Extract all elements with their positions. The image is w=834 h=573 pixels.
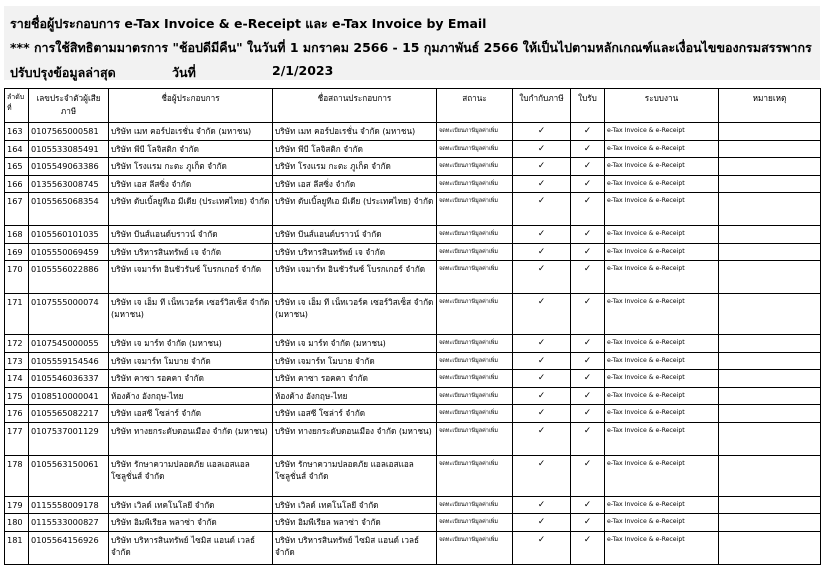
col-header-no: ลำดับที่ [5, 89, 29, 123]
status-cell: จดทะเบียนภาษีมูลค่าเพิ่ม [437, 387, 513, 405]
receipt-check-cell: ✓ [571, 193, 605, 226]
row-number-cell: 178 [5, 455, 29, 496]
system-cell: e-Tax Invoice & e-Receipt [605, 455, 719, 496]
operator-name-cell: บริษัท ดับเบิ้ลยูทีเอ มีเดีย (ประเทศไทย) จำกัด [109, 193, 273, 226]
tax-id-cell: 0105549063386 [29, 158, 109, 176]
col-header-status: สถานะ [437, 89, 513, 123]
status-cell: จดทะเบียนภาษีมูลค่าเพิ่ม [437, 175, 513, 193]
operator-name-cell: บริษัท โรงแรม กะตะ ภูเก็ต จำกัด [109, 158, 273, 176]
tax-id-cell: 0107555000074 [29, 294, 109, 335]
tax-id-cell: 0135563008745 [29, 175, 109, 193]
status-cell: จดทะเบียนภาษีมูลค่าเพิ่ม [437, 352, 513, 370]
tax-invoice-check-cell: ✓ [513, 123, 571, 141]
operator-name-cell: บริษัท รักษาความปลอดภัย แอลเอสแอล โซลูชั่นส์ จำกัด [109, 455, 273, 496]
row-number-cell: 181 [5, 531, 29, 564]
branch-name-cell: บริษัท เจมาร์ท อินชัวรันซ์ โบรกเกอร์ จำกัด [273, 261, 437, 294]
branch-name-cell: บริษัท เมท คอร์ปอเรชั่น จำกัด (มหาชน) [273, 123, 437, 141]
receipt-check-cell: ✓ [571, 370, 605, 388]
operator-name-cell: บริษัท เจ เอ็ม ที เน็ทเวอร์ค เซอร์วิสเซ็ส จำกัด (มหาชน) [109, 294, 273, 335]
table-row [5, 531, 821, 564]
table-row [5, 405, 821, 423]
row-number-cell: 179 [5, 496, 29, 514]
branch-name-cell: บริษัท บีนส์แอนด์บราวน์ จำกัด [273, 226, 437, 244]
status-cell: จดทะเบียนภาษีมูลค่าเพิ่ม [437, 531, 513, 564]
status-cell: จดทะเบียนภาษีมูลค่าเพิ่ม [437, 193, 513, 226]
system-cell: e-Tax Invoice & e-Receipt [605, 243, 719, 261]
system-cell: e-Tax Invoice & e-Receipt [605, 352, 719, 370]
operator-name-cell: บริษัท เจ มาร์ท จำกัด (มหาชน) [109, 335, 273, 353]
last-updated-row [10, 63, 334, 83]
tax-invoice-check-cell: ✓ [513, 531, 571, 564]
branch-name-cell: บริษัท อิมพีเรียล พลาซ่า จำกัด [273, 514, 437, 532]
row-number-cell: 169 [5, 243, 29, 261]
table-row [5, 514, 821, 532]
tax-invoice-check-cell: ✓ [513, 175, 571, 193]
system-cell: e-Tax Invoice & e-Receipt [605, 370, 719, 388]
tax-id-cell: 0105563150061 [29, 455, 109, 496]
status-cell: จดทะเบียนภาษีมูลค่าเพิ่ม [437, 294, 513, 335]
system-cell: e-Tax Invoice & e-Receipt [605, 514, 719, 532]
operator-name-cell: บริษัท อิมพีเรียล พลาซ่า จำกัด [109, 514, 273, 532]
receipt-check-cell: ✓ [571, 387, 605, 405]
tax-invoice-check-cell: ✓ [513, 243, 571, 261]
note-cell [719, 243, 821, 261]
col-header-note: หมายเหตุ [719, 89, 821, 123]
operator-name-cell: บริษัท บริหารสินทรัพย์ เจ จำกัด [109, 243, 273, 261]
status-cell: จดทะเบียนภาษีมูลค่าเพิ่ม [437, 422, 513, 455]
branch-name-cell: บริษัท ดับเบิ้ลยูทีเอ มีเดีย (ประเทศไทย) จำกัด [273, 193, 437, 226]
note-cell [719, 352, 821, 370]
note-cell [719, 261, 821, 294]
note-cell [719, 175, 821, 193]
tax-invoice-check-cell: ✓ [513, 514, 571, 532]
table-row [5, 123, 821, 141]
table-header-row [5, 89, 821, 123]
system-cell: e-Tax Invoice & e-Receipt [605, 175, 719, 193]
operator-name-cell: บริษัท คาซา รอคคา จำกัด [109, 370, 273, 388]
operator-name-cell: บริษัท เมท คอร์ปอเรชั่น จำกัด (มหาชน) [109, 123, 273, 141]
status-cell: จดทะเบียนภาษีมูลค่าเพิ่ม [437, 335, 513, 353]
tax-invoice-check-cell: ✓ [513, 405, 571, 423]
tax-invoice-check-cell: ✓ [513, 370, 571, 388]
note-cell [719, 335, 821, 353]
tax-id-cell: 0105556022886 [29, 261, 109, 294]
operator-name-cell: บริษัท เจมาร์ท โมบาย จำกัด [109, 352, 273, 370]
system-cell: e-Tax Invoice & e-Receipt [605, 261, 719, 294]
status-cell: จดทะเบียนภาษีมูลค่าเพิ่ม [437, 261, 513, 294]
branch-name-cell: ห้องค้าง อังกฤษ-ไทย [273, 387, 437, 405]
table-row [5, 140, 821, 158]
receipt-check-cell: ✓ [571, 158, 605, 176]
row-number-cell: 171 [5, 294, 29, 335]
tax-id-cell: 0105565068354 [29, 193, 109, 226]
last-updated-label: ปรับปรุงข้อมูลล่าสุด [10, 65, 116, 80]
branch-name-cell: บริษัท รักษาความปลอดภัย แอลเอสแอล โซลูชั่นส์ จำกัด [273, 455, 437, 496]
status-cell: จดทะเบียนภาษีมูลค่าเพิ่ม [437, 140, 513, 158]
receipt-check-cell: ✓ [571, 405, 605, 423]
table-row [5, 294, 821, 335]
system-cell: e-Tax Invoice & e-Receipt [605, 193, 719, 226]
table-row [5, 455, 821, 496]
branch-name-cell: บริษัท บริหารสินทรัพย์ เจ จำกัด [273, 243, 437, 261]
operator-name-cell: บริษัท ทางยกระดับดอนเมือง จำกัด (มหาชน) [109, 422, 273, 455]
branch-name-cell: บริษัท เจ เอ็ม ที เน็ทเวอร์ค เซอร์วิสเซ็ส จำกัด (มหาชน) [273, 294, 437, 335]
receipt-check-cell: ✓ [571, 226, 605, 244]
operator-name-cell: บริษัท พีบี โลจิสติก จำกัด [109, 140, 273, 158]
tax-invoice-check-cell: ✓ [513, 226, 571, 244]
row-number-cell: 168 [5, 226, 29, 244]
tax-invoice-check-cell: ✓ [513, 422, 571, 455]
row-number-cell: 165 [5, 158, 29, 176]
tax-invoice-check-cell: ✓ [513, 496, 571, 514]
row-number-cell: 180 [5, 514, 29, 532]
receipt-check-cell: ✓ [571, 123, 605, 141]
tax-invoice-check-cell: ✓ [513, 387, 571, 405]
row-number-cell: 175 [5, 387, 29, 405]
note-cell [719, 496, 821, 514]
tax-invoice-check-cell: ✓ [513, 335, 571, 353]
table-row [5, 243, 821, 261]
note-cell [719, 193, 821, 226]
table-row [5, 193, 821, 226]
row-number-cell: 163 [5, 123, 29, 141]
receipt-check-cell: ✓ [571, 175, 605, 193]
tax-id-cell: 0105533085491 [29, 140, 109, 158]
tax-id-cell: 0107545000055 [29, 335, 109, 353]
table-row [5, 175, 821, 193]
note-cell [719, 405, 821, 423]
system-cell: e-Tax Invoice & e-Receipt [605, 226, 719, 244]
col-header-system: ระบบงาน [605, 89, 719, 123]
tax-invoice-check-cell: ✓ [513, 294, 571, 335]
note-cell [719, 123, 821, 141]
status-cell: จดทะเบียนภาษีมูลค่าเพิ่ม [437, 243, 513, 261]
note-cell [719, 387, 821, 405]
receipt-check-cell: ✓ [571, 335, 605, 353]
campaign-note: *** การใช้สิทธิตามมาตรการ "ช้อปดีมีคืน" ในวันที่ 1 มกราคม 2566 - 15 กุมภาพันธ์ 2566 ให้เป็นไปตามหลักเกณฑ์และเงื่อนไขของกรมสรรพากร [10, 40, 812, 55]
tax-id-cell: 0115533000827 [29, 514, 109, 532]
table-row [5, 370, 821, 388]
table-row [5, 422, 821, 455]
receipt-check-cell: ✓ [571, 243, 605, 261]
branch-name-cell: บริษัท เจ มาร์ท จำกัด (มหาชน) [273, 335, 437, 353]
system-cell: e-Tax Invoice & e-Receipt [605, 387, 719, 405]
operator-name-cell: บริษัท บีนส์แอนด์บราวน์ จำกัด [109, 226, 273, 244]
table-row [5, 335, 821, 353]
status-cell: จดทะเบียนภาษีมูลค่าเพิ่ม [437, 158, 513, 176]
tax-id-cell: 0105565082217 [29, 405, 109, 423]
note-cell [719, 294, 821, 335]
branch-name-cell: บริษัท โรงแรม กะตะ ภูเก็ต จำกัด [273, 158, 437, 176]
table-row [5, 261, 821, 294]
system-cell: e-Tax Invoice & e-Receipt [605, 335, 719, 353]
table-row [5, 158, 821, 176]
tax-invoice-check-cell: ✓ [513, 352, 571, 370]
row-number-cell: 176 [5, 405, 29, 423]
system-cell: e-Tax Invoice & e-Receipt [605, 405, 719, 423]
row-number-cell: 173 [5, 352, 29, 370]
operator-name-cell: บริษัท บริหารสินทรัพย์ ไซมิส แอนด์ เวลธ์ จำกัด [109, 531, 273, 564]
system-cell: e-Tax Invoice & e-Receipt [605, 294, 719, 335]
col-header-branch-name: ชื่อสถานประกอบการ [273, 89, 437, 123]
row-number-cell: 167 [5, 193, 29, 226]
status-cell: จดทะเบียนภาษีมูลค่าเพิ่ม [437, 496, 513, 514]
note-cell [719, 158, 821, 176]
system-cell: e-Tax Invoice & e-Receipt [605, 496, 719, 514]
row-number-cell: 164 [5, 140, 29, 158]
receipt-check-cell: ✓ [571, 261, 605, 294]
date-label: วันที่ [172, 65, 196, 80]
note-cell [719, 370, 821, 388]
tax-invoice-check-cell: ✓ [513, 140, 571, 158]
col-header-tax-id: เลขประจำตัวผู้เสียภาษี [29, 89, 109, 123]
system-cell: e-Tax Invoice & e-Receipt [605, 140, 719, 158]
branch-name-cell: บริษัท เจมาร์ท โมบาย จำกัด [273, 352, 437, 370]
row-number-cell: 177 [5, 422, 29, 455]
tax-id-cell: 0105550069459 [29, 243, 109, 261]
status-cell: จดทะเบียนภาษีมูลค่าเพิ่ม [437, 455, 513, 496]
receipt-check-cell: ✓ [571, 352, 605, 370]
receipt-check-cell: ✓ [571, 455, 605, 496]
row-number-cell: 174 [5, 370, 29, 388]
tax-invoice-check-cell: ✓ [513, 455, 571, 496]
receipt-check-cell: ✓ [571, 422, 605, 455]
table-row [5, 226, 821, 244]
note-cell [719, 140, 821, 158]
tax-invoice-check-cell: ✓ [513, 193, 571, 226]
operator-table [4, 88, 821, 565]
tax-invoice-check-cell: ✓ [513, 158, 571, 176]
operator-name-cell: บริษัท เวิลด์ เทคโนโลยี จำกัด [109, 496, 273, 514]
note-cell [719, 531, 821, 564]
system-cell: e-Tax Invoice & e-Receipt [605, 531, 719, 564]
tax-id-cell: 0105560101035 [29, 226, 109, 244]
tax-id-cell: 0108510000041 [29, 387, 109, 405]
row-number-cell: 172 [5, 335, 29, 353]
tax-id-cell: 0105546036337 [29, 370, 109, 388]
operator-name-cell: บริษัท เอสซี โซล่าร์ จำกัด [109, 405, 273, 423]
tax-id-cell: 0105564156926 [29, 531, 109, 564]
system-cell: e-Tax Invoice & e-Receipt [605, 422, 719, 455]
table-row [5, 387, 821, 405]
status-cell: จดทะเบียนภาษีมูลค่าเพิ่ม [437, 123, 513, 141]
status-cell: จดทะเบียนภาษีมูลค่าเพิ่ม [437, 226, 513, 244]
branch-name-cell: บริษัท เอสซี โซล่าร์ จำกัด [273, 405, 437, 423]
operator-name-cell: ห้องค้าง อังกฤษ-ไทย [109, 387, 273, 405]
table-row [5, 352, 821, 370]
receipt-check-cell: ✓ [571, 531, 605, 564]
table-row [5, 496, 821, 514]
status-cell: จดทะเบียนภาษีมูลค่าเพิ่ม [437, 370, 513, 388]
col-header-tax-invoice: ใบกำกับภาษี [513, 89, 571, 123]
system-cell: e-Tax Invoice & e-Receipt [605, 158, 719, 176]
operator-name-cell: บริษัท เจมาร์ท อินชัวรันซ์ โบรกเกอร์ จำกัด [109, 261, 273, 294]
note-cell [719, 226, 821, 244]
system-cell: e-Tax Invoice & e-Receipt [605, 123, 719, 141]
document-header [4, 6, 820, 80]
tax-id-cell: 0105559154546 [29, 352, 109, 370]
note-cell [719, 422, 821, 455]
note-cell [719, 455, 821, 496]
receipt-check-cell: ✓ [571, 294, 605, 335]
row-number-cell: 170 [5, 261, 29, 294]
row-number-cell: 166 [5, 175, 29, 193]
branch-name-cell: บริษัท เอส ลีสซิ่ง จำกัด [273, 175, 437, 193]
branch-name-cell: บริษัท คาซา รอคคา จำกัด [273, 370, 437, 388]
branch-name-cell: บริษัท บริหารสินทรัพย์ ไซมิส แอนด์ เวลธ์ จำกัด [273, 531, 437, 564]
tax-id-cell: 0107565000581 [29, 123, 109, 141]
branch-name-cell: บริษัท ทางยกระดับดอนเมือง จำกัด (มหาชน) [273, 422, 437, 455]
col-header-receipt: ใบรับ [571, 89, 605, 123]
status-cell: จดทะเบียนภาษีมูลค่าเพิ่ม [437, 514, 513, 532]
document-title: รายชื่อผู้ประกอบการ e-Tax Invoice & e-Receipt และ e-Tax Invoice by Email [10, 16, 487, 31]
status-cell: จดทะเบียนภาษีมูลค่าเพิ่ม [437, 405, 513, 423]
tax-id-cell: 0115558009178 [29, 496, 109, 514]
receipt-check-cell: ✓ [571, 514, 605, 532]
operator-name-cell: บริษัท เอส ลีสซิ่ง จำกัด [109, 175, 273, 193]
tax-invoice-check-cell: ✓ [513, 261, 571, 294]
col-header-operator-name: ชื่อผู้ประกอบการ [109, 89, 273, 123]
receipt-check-cell: ✓ [571, 496, 605, 514]
branch-name-cell: บริษัท เวิลด์ เทคโนโลยี จำกัด [273, 496, 437, 514]
branch-name-cell: บริษัท พีบี โลจิสติก จำกัด [273, 140, 437, 158]
date-value: 2/1/2023 [272, 63, 334, 78]
tax-id-cell: 0107537001129 [29, 422, 109, 455]
receipt-check-cell: ✓ [571, 140, 605, 158]
note-cell [719, 514, 821, 532]
